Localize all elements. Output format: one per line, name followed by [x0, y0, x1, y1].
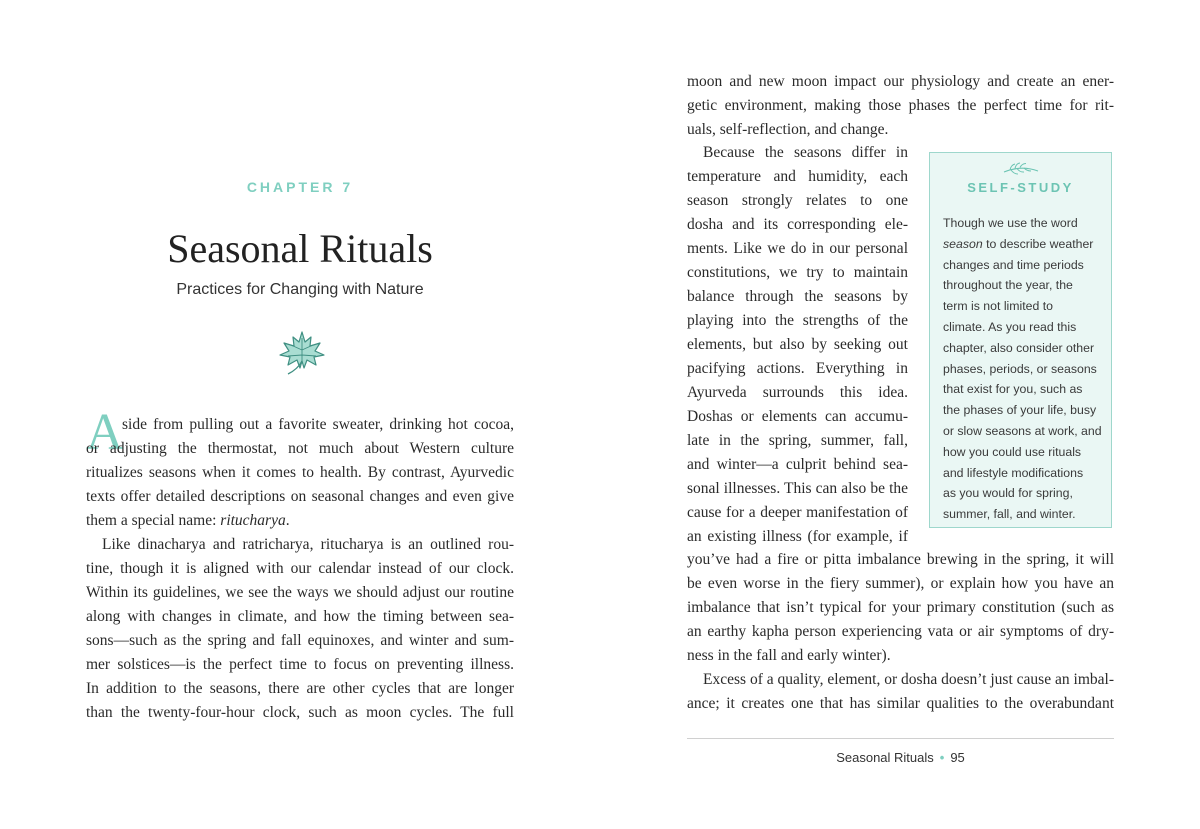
text-line: In addition to the seasons, there are other cycles that are longer — [86, 680, 514, 697]
sidebar-title: SELF-STUDY — [967, 180, 1074, 195]
text-line: uals, self-reflection, and change. — [687, 121, 889, 138]
maple-leaf-icon — [276, 328, 328, 376]
sidebar-line: throughout the year, the — [943, 278, 1073, 293]
text-line — [86, 509, 514, 533]
page-number: 95 — [950, 750, 965, 765]
bullet-separator: • — [939, 750, 945, 765]
text-line: texts offer detailed descriptions on seasonal changes and even give — [86, 488, 514, 505]
chapter-title: Seasonal Rituals — [167, 226, 433, 271]
footer-rule — [687, 738, 1114, 739]
sidebar-line: as you would for spring, — [943, 486, 1073, 501]
text-line: mer solstices—is the perfect time to focus on preventing illness. — [86, 656, 514, 673]
text-line: Like dinacharya and ratricharya, ritucharya is an outlined rou- — [102, 536, 514, 553]
text-line: elements, but also by seeking out — [687, 336, 908, 353]
page-footer — [687, 750, 1114, 765]
text-line: Within its guidelines, we see the ways we should adjust our routine — [86, 584, 514, 601]
left-body-text — [86, 413, 514, 725]
text-line: constitutions, we try to maintain — [687, 264, 908, 281]
text-line: tine, though it is aligned with our calendar instead of our clock. — [86, 560, 514, 577]
right-narrow-text — [687, 141, 908, 549]
text-line: or adjusting the thermostat, not much about Western culture — [86, 440, 514, 457]
text-line: dosha and its corresponding ele- — [687, 216, 908, 233]
text-line: and winter—a culprit behind sea- — [687, 456, 908, 473]
text-line: ance; it creates one that has similar qualities to the overabundant — [687, 695, 1114, 712]
sidebar-line: and lifestyle modifications — [943, 465, 1084, 480]
chapter-label: CHAPTER 7 — [246, 179, 354, 195]
running-head: Seasonal Rituals — [836, 750, 934, 765]
text-line: along with changes in climate, and how the timing between sea- — [86, 608, 514, 625]
text-line: Doshas or elements can accumu- — [687, 408, 908, 425]
text-line: ments. Like we do in our personal — [687, 240, 908, 257]
sidebar-line: changes and time periods — [943, 257, 1084, 272]
sidebar-line: that exist for you, such as — [943, 382, 1083, 397]
sidebar-line: chapter, also consider other — [943, 340, 1095, 355]
text-segment: them a special name: — [86, 512, 221, 529]
text-line: playing into the strengths of the — [687, 312, 908, 329]
sidebar-line: summer, fall, and winter. — [943, 507, 1076, 522]
sidebar-line: Though we use the word — [943, 216, 1078, 230]
text-line: cause for a deeper manifestation of — [687, 504, 908, 521]
text-line: getic environment, making those phases the perfect time for rit- — [687, 97, 1114, 114]
text-line: side from pulling out a favorite sweater, drinking hot cocoa, — [122, 416, 514, 433]
text-line: pacifying actions. Everything in — [687, 360, 908, 377]
self-study-sidebar — [929, 152, 1112, 528]
text-line: balance through the seasons by — [687, 288, 908, 305]
drop-cap: A — [86, 404, 124, 461]
sidebar-line: climate. As you read this — [943, 319, 1077, 334]
italic-term: season — [943, 236, 983, 251]
text-line: Excess of a quality, element, or dosha doesn’t just cause an imbal- — [703, 671, 1114, 688]
text-line: ritualizes seasons when it comes to health. By contrast, Ayurvedic — [86, 464, 514, 481]
text-line: moon and new moon impact our physiology and create an ener- — [687, 73, 1114, 90]
text-line: late in the spring, summer, fall, — [687, 432, 908, 449]
sidebar-line: term is not limited to — [943, 299, 1054, 314]
chapter-subtitle: Practices for Changing with Nature — [176, 281, 424, 298]
sidebar-line: the phases of your life, busy — [943, 403, 1097, 418]
text-line: Ayurveda surrounds this idea. — [687, 384, 908, 401]
right-bottom-text — [687, 548, 1114, 716]
text-line: sonal illnesses. This can also be the — [687, 480, 908, 497]
text-line: an existing illness (for example, if — [687, 528, 908, 545]
text-line: than the twenty-four-hour clock, such as moon cycles. The full — [86, 704, 514, 721]
sidebar-line: how you could use rituals — [943, 444, 1082, 459]
italic-term: ritucharya — [220, 512, 286, 529]
sprig-icon — [1002, 161, 1040, 177]
text-line: an earthy kapha person experiencing vata or air symptoms of dry- — [687, 623, 1114, 640]
text-segment: to describe weather — [982, 236, 1094, 251]
sidebar-line — [943, 234, 1103, 255]
sidebar-body — [943, 213, 1103, 525]
text-line: imbalance that isn’t typical for your primary constitution (such as — [687, 599, 1114, 616]
right-top-text — [687, 70, 1114, 142]
sidebar-line: or slow seasons at work, and — [943, 423, 1102, 438]
text-line: ness in the fall and early winter). — [687, 647, 891, 664]
text-line: be even worse in the fiery summer), or explain how you have an — [687, 575, 1114, 592]
text-line: season strongly relates to one — [687, 192, 908, 209]
text-segment: . — [285, 512, 290, 529]
text-line: Because the seasons differ in — [703, 144, 908, 161]
text-line: you’ve had a fire or pitta imbalance brewing in the spring, it will — [687, 551, 1114, 568]
text-line: temperature and humidity, each — [687, 168, 908, 185]
text-line: sons—such as the spring and fall equinoxes, and winter and sum- — [86, 632, 514, 649]
sidebar-line: phases, periods, or seasons — [943, 361, 1097, 376]
